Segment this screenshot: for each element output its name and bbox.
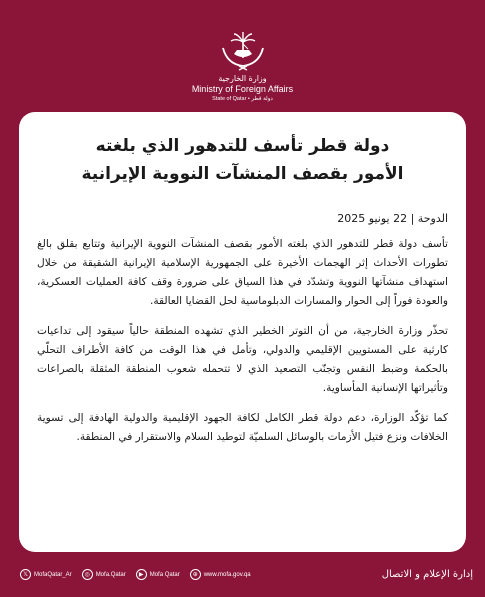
social-handle: Mofa Qatar — [149, 571, 180, 578]
social-handle: www.mofa.gov.qa — [203, 571, 251, 578]
social-x[interactable] — [20, 569, 72, 580]
statement-paragraph-2: تحذّر وزارة الخارجية، من أن التوتر الخطير الذي تشهده المنطقة حالياً سيقود إلى تداعيات كارثية على المستويين الإقليمي والدولي، وتأمل في هذا الوقت من كافة الأطراف التحلّي بالحكمة وضبط النفس وتجنّب التصعيد الذي لا تتحمله شعوب المنطقة المثقلة بالصراعات وتأثيراتها الإنسانية المأساوية. — [37, 325, 448, 394]
statement-card — [19, 112, 466, 552]
social-handle: Mofa.Qatar — [95, 571, 126, 578]
ministry-header — [0, 0, 485, 112]
footer — [0, 552, 485, 597]
statement-paragraph-1: تأسف دولة قطر للتدهور الذي بلغته الأمور بقصف المنشآت النووية الإيرانية وتتابع بقلق بالغ تطورات الأحداث إثر الهجمات الأخيرة على الجمهورية الإسلامية الإيرانية الشقيقة من خلال استهداف منشآتها النووية وتشدّد في هذا السياق على ضرورة وقف كافة العمليات العسكرية، والعودة فوراً إلى الحوار والمسارات الدبلوماسية لحل القضايا العالقة. — [37, 238, 448, 307]
instagram-icon: ◎ — [82, 569, 93, 580]
dateline: الدوحة | 22 يونيو 2025 — [337, 212, 448, 225]
ministry-name-arabic: وزارة الخارجية — [218, 74, 267, 83]
social-instagram[interactable] — [82, 569, 126, 580]
title-line-1: دولة قطر تأسف للتدهور الذي بلغته — [95, 136, 390, 156]
state-line: State of Qatar • دولة قطر — [212, 96, 273, 102]
ministry-name-english: Ministry of Foreign Affairs — [191, 84, 294, 94]
x-icon: 𝕏 — [20, 569, 31, 580]
qatar-emblem-icon — [217, 28, 269, 72]
youtube-icon: ▶ — [136, 569, 147, 580]
social-website[interactable] — [190, 569, 251, 580]
title-line-2: الأمور بقصف المنشآت النووية الإيرانية — [81, 164, 404, 184]
social-youtube[interactable] — [136, 569, 180, 580]
department-name: إدارة الإعلام و الاتصال — [381, 569, 473, 580]
social-links — [20, 569, 251, 580]
web-icon: ⊕ — [190, 569, 201, 580]
statement-paragraph-3: كما تؤكّد الوزارة، دعم دولة قطر الكامل لكافة الجهود الإقليمية والدولية الهادفة إلى تسوية الخلافات ونزع فتيل الأزمات بالوسائل السلميّة لتوطيد السلام والاستقرار في المنطقة. — [37, 412, 448, 443]
social-handle: MofaQatar_Ar — [34, 571, 72, 578]
statement-title — [37, 132, 448, 188]
